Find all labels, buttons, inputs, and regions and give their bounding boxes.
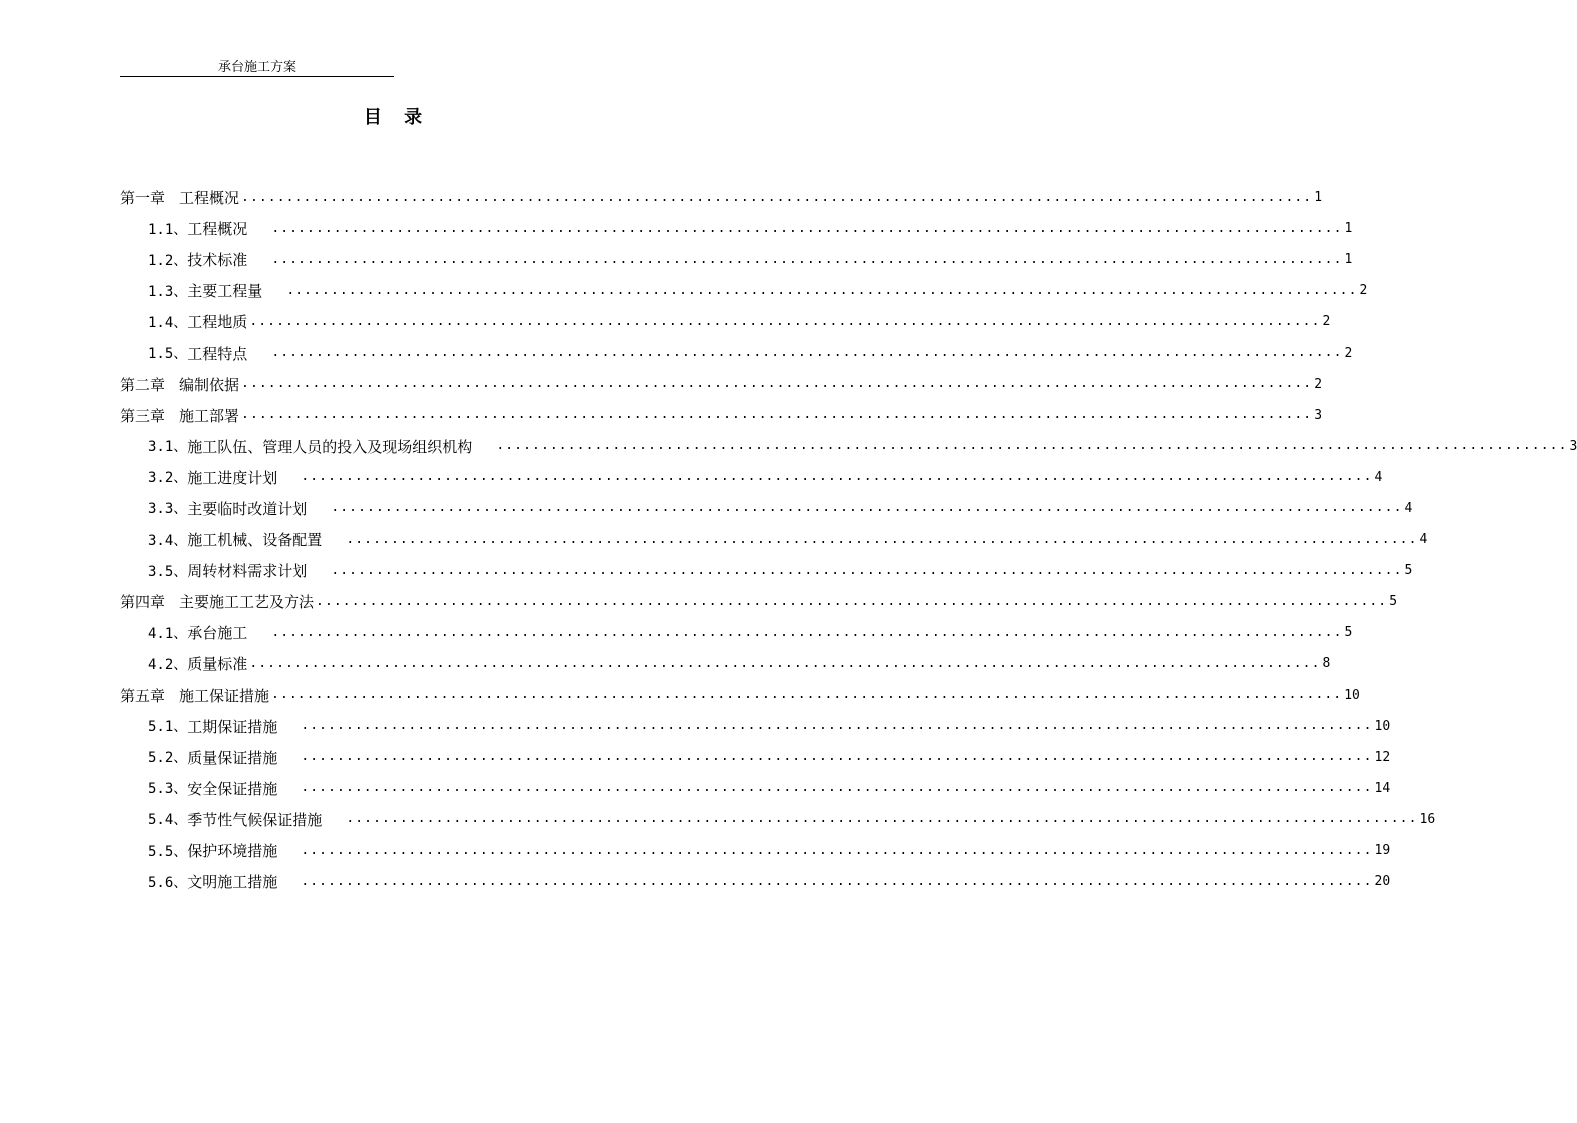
toc-entry-label: 施工保证措施: [179, 686, 270, 705]
toc-entry[interactable]: [120, 493, 1413, 524]
toc-section-number: 3.5、: [148, 563, 188, 580]
toc-entry-label: 工程特点: [187, 344, 248, 363]
toc-leader-dots: ........................................................................................................................: [331, 500, 1403, 516]
toc-entry[interactable]: [120, 213, 1353, 244]
toc-section-number: 5.5、: [148, 843, 188, 860]
toc-entry-label: 技术标准: [187, 251, 248, 270]
toc-chapter-number: 第三章: [120, 406, 166, 425]
toc-page-number: 5: [1404, 563, 1413, 579]
toc-leader-dots: ........................................................................................................................: [249, 313, 1321, 329]
toc-entry[interactable]: [120, 804, 1436, 835]
toc-entry-label: 承台施工: [187, 624, 248, 643]
toc-leader-dots: ........................................................................................................................: [249, 655, 1321, 671]
toc-leader-dots: ........................................................................................................................: [316, 593, 1388, 609]
toc-entry-label: 工程概况: [179, 189, 240, 208]
toc-entry[interactable]: [120, 244, 1353, 275]
toc-entry-label: 施工队伍、管理人员的投入及现场组织机构: [187, 437, 473, 456]
toc-section-number: 1.3、: [148, 283, 188, 300]
toc-section-number: 5.3、: [148, 781, 188, 798]
toc-entry-label: 工程概况: [187, 220, 248, 239]
toc-entry-label: 工期保证措施: [187, 717, 278, 736]
toc-leader-dots: ........................................................................................................................: [271, 624, 1343, 640]
toc-entry-label: 文明施工措施: [187, 873, 278, 892]
toc-leader-dots: ........................................................................................................................: [346, 531, 1418, 547]
toc-leader-dots: ........................................................................................................................: [271, 251, 1343, 267]
toc-entry[interactable]: [120, 431, 1577, 462]
toc-section-number: 5.4、: [148, 812, 188, 829]
toc-section-number: 1.2、: [148, 252, 188, 269]
toc-entry-label: 主要工程量: [187, 282, 263, 301]
toc-section-number: 1.4、: [148, 314, 188, 331]
toc-leader-dots: ........................................................................................................................: [496, 438, 1568, 454]
toc-page-number: 5: [1344, 625, 1353, 641]
toc-entry-label: 主要施工工艺及方法: [179, 593, 315, 612]
toc-chapter-number: 第五章: [120, 686, 166, 705]
toc-section-number: 4.2、: [148, 656, 188, 673]
toc-entry[interactable]: [120, 680, 1360, 711]
toc-entry[interactable]: [120, 742, 1391, 773]
toc-entry[interactable]: [120, 275, 1368, 306]
table-of-contents: [120, 182, 1577, 897]
toc-leader-dots: ........................................................................................................................: [301, 842, 1373, 858]
toc-leader-dots: ........................................................................................................................: [241, 376, 1313, 392]
toc-entry[interactable]: [120, 306, 1331, 337]
toc-entry[interactable]: [120, 182, 1323, 213]
toc-section-number: 3.4、: [148, 532, 188, 549]
toc-entry-label: 季节性气候保证措施: [187, 810, 323, 829]
toc-page-number: 12: [1374, 749, 1391, 765]
toc-section-number: 5.6、: [148, 874, 188, 891]
toc-page-number: 2: [1344, 345, 1353, 361]
toc-chapter-number: 第一章: [120, 189, 166, 208]
toc-page-number: 4: [1374, 469, 1383, 485]
toc-entry-label: 编制依据: [179, 375, 240, 394]
toc-entry-label: 施工部署: [179, 406, 240, 425]
toc-leader-dots: ........................................................................................................................: [331, 562, 1403, 578]
toc-leader-dots: ........................................................................................................................: [271, 687, 1343, 703]
toc-leader-dots: ........................................................................................................................: [286, 282, 1358, 298]
toc-leader-dots: ........................................................................................................................: [301, 780, 1373, 796]
toc-entry-label: 安全保证措施: [187, 779, 278, 798]
toc-leader-dots: ........................................................................................................................: [301, 718, 1373, 734]
toc-entry-label: 质量标准: [187, 655, 248, 674]
toc-chapter-number: 第四章: [120, 593, 166, 612]
toc-page-number: 3: [1314, 407, 1323, 423]
toc-leader-dots: ........................................................................................................................: [241, 189, 1313, 205]
toc-page-number: 20: [1374, 874, 1391, 890]
toc-page-number: 2: [1322, 314, 1331, 330]
toc-leader-dots: ........................................................................................................................: [301, 873, 1373, 889]
toc-page-number: 1: [1314, 190, 1323, 206]
toc-page-number: 4: [1419, 532, 1428, 548]
toc-section-number: 1.1、: [148, 221, 188, 238]
toc-page-number: 19: [1374, 843, 1391, 859]
toc-leader-dots: ........................................................................................................................: [301, 749, 1373, 765]
toc-leader-dots: ........................................................................................................................: [271, 345, 1343, 361]
toc-section-number: 3.3、: [148, 501, 188, 518]
toc-page-number: 1: [1344, 252, 1353, 268]
toc-section-number: 4.1、: [148, 625, 188, 642]
toc-entry-label: 主要临时改道计划: [187, 499, 308, 518]
toc-entry-label: 周转材料需求计划: [187, 562, 308, 581]
toc-entry[interactable]: [120, 555, 1413, 586]
toc-entry-label: 质量保证措施: [187, 748, 278, 767]
toc-title: 目 录: [363, 107, 431, 128]
toc-leader-dots: ........................................................................................................................: [271, 220, 1343, 236]
toc-page-number: 5: [1389, 594, 1398, 610]
toc-page-number: 1: [1344, 221, 1353, 237]
toc-page-number: 16: [1419, 811, 1436, 827]
toc-page-number: 14: [1374, 780, 1391, 796]
toc-leader-dots: ........................................................................................................................: [241, 407, 1313, 423]
header-text: 承台施工方案: [217, 60, 296, 75]
toc-entry[interactable]: [120, 400, 1323, 431]
toc-entry-label: 施工进度计划: [187, 468, 278, 487]
toc-leader-dots: ........................................................................................................................: [301, 469, 1373, 485]
toc-entry[interactable]: [120, 586, 1398, 617]
page-header: [120, 60, 394, 77]
toc-chapter-number: 第二章: [120, 375, 166, 394]
toc-entry[interactable]: [120, 835, 1391, 866]
toc-entry[interactable]: [120, 773, 1391, 804]
toc-page-number: 2: [1314, 376, 1323, 392]
toc-section-number: 1.5、: [148, 346, 188, 363]
toc-entry-label: 保护环境措施: [187, 842, 278, 861]
toc-entry[interactable]: [120, 462, 1383, 493]
toc-entry[interactable]: [120, 711, 1391, 742]
toc-page-number: 2: [1359, 283, 1368, 299]
toc-entry[interactable]: [120, 866, 1391, 897]
toc-leader-dots: ........................................................................................................................: [346, 811, 1418, 827]
toc-page-number: 10: [1344, 687, 1360, 703]
toc-section-number: 5.1、: [148, 719, 188, 736]
toc-section-number: 3.2、: [148, 470, 188, 487]
toc-entry-label: 施工机械、设备配置: [187, 531, 323, 550]
toc-entry[interactable]: [120, 524, 1428, 555]
toc-entry-label: 工程地质: [187, 313, 248, 332]
toc-page-number: 10: [1374, 718, 1391, 734]
toc-page-number: 4: [1404, 500, 1413, 516]
toc-entry[interactable]: [120, 617, 1353, 648]
toc-entry[interactable]: [120, 337, 1353, 368]
toc-section-number: 5.2、: [148, 750, 188, 767]
toc-page-number: 8: [1322, 656, 1331, 672]
toc-entry[interactable]: [120, 648, 1331, 679]
toc-page-number: 3: [1569, 438, 1577, 454]
toc-entry[interactable]: [120, 369, 1323, 400]
toc-section-number: 3.1、: [148, 439, 188, 456]
